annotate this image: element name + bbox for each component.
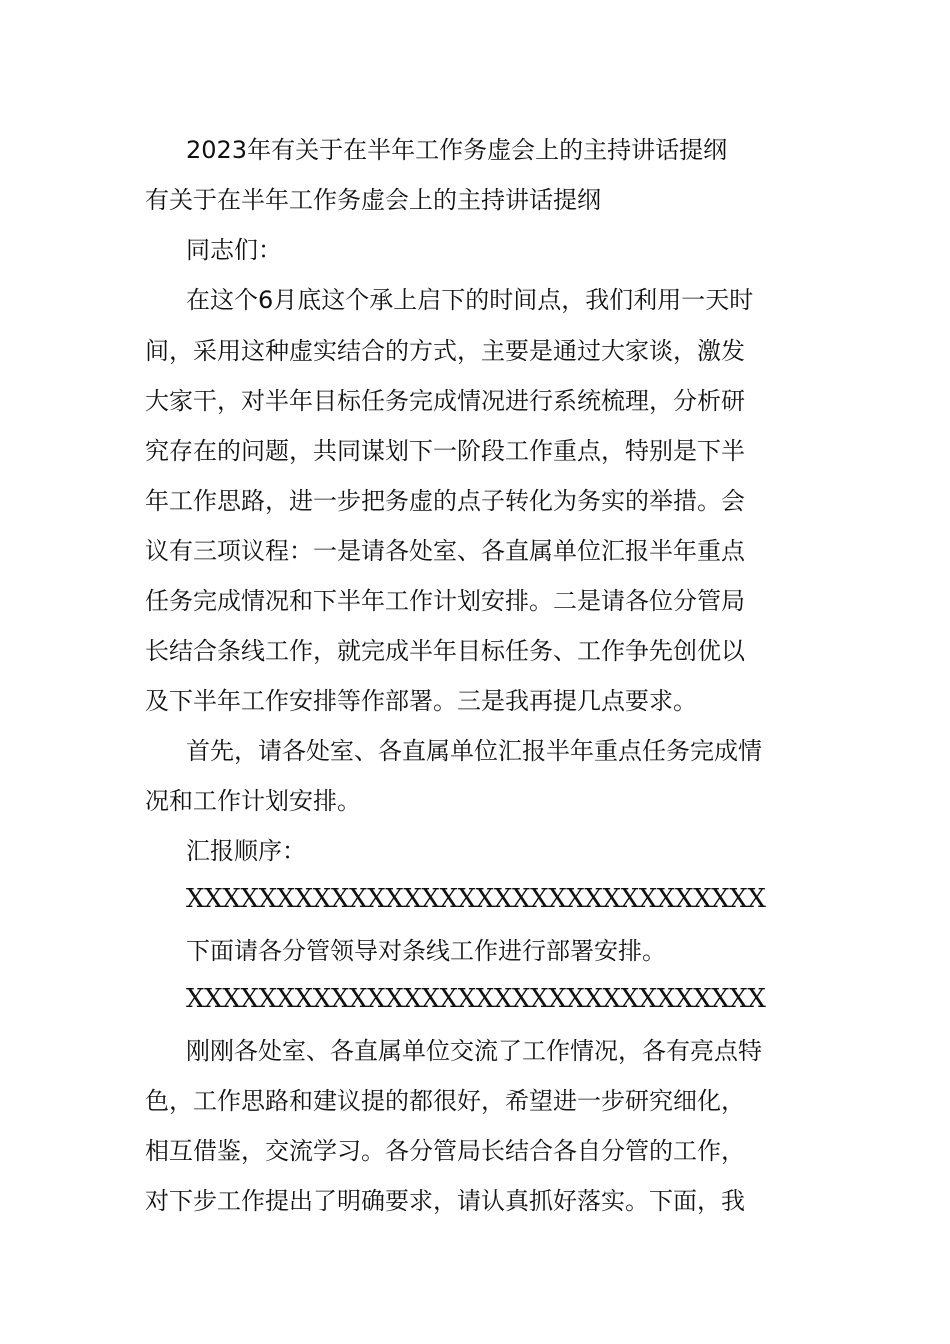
paragraph-line: 在这个6月底这个承上启下的时间点，我们利用一天时 — [186, 286, 754, 314]
paragraph-line: 刚刚各处室、各直属单位交流了工作情况，各有亮点特 — [186, 1037, 762, 1065]
paragraph-line: 长结合条线工作，就完成半年目标任务、工作争先创优以 — [145, 637, 745, 665]
paragraph-line: 究存在的问题，共同谋划下一阶段工作重点，特别是下半 — [145, 437, 745, 465]
document-title: 2023年有关于在半年工作务虚会上的主持讲话提纲 — [186, 136, 728, 164]
paragraph-line: 间，采用这种虚实结合的方式，主要是通过大家谈，激发 — [145, 337, 745, 365]
report-order-label: 汇报顺序： — [186, 837, 306, 865]
paragraph-line: 年工作思路，进一步把务虚的点子转化为务实的举措。会 — [145, 487, 745, 515]
placeholder-line: XXXXXXXXXXXXXXXXXXXXXXXXXXXXXXXX — [186, 884, 766, 914]
paragraph-line: 相互借鉴，交流学习。各分管局长结合各自分管的工作， — [145, 1137, 745, 1165]
paragraph-line: 对下步工作提出了明确要求，请认真抓好落实。下面，我 — [145, 1187, 745, 1215]
paragraph-line: 议有三项议程：一是请各处室、各直属单位汇报半年重点 — [145, 537, 745, 565]
paragraph-line: 况和工作计划安排。 — [145, 787, 361, 815]
paragraph-line: 大家干，对半年目标任务完成情况进行系统梳理，分析研 — [145, 387, 745, 415]
placeholder-line: XXXXXXXXXXXXXXXXXXXXXXXXXXXXXXXX — [186, 984, 766, 1014]
paragraph-line: 下面请各分管领导对条线工作进行部署安排。 — [186, 937, 666, 965]
document-subtitle: 有关于在半年工作务虚会上的主持讲话提纲 — [145, 186, 601, 214]
salutation: 同志们： — [186, 236, 282, 264]
paragraph-line: 任务完成情况和下半年工作计划安排。二是请各位分管局 — [145, 587, 745, 615]
paragraph-line: 首先，请各处室、各直属单位汇报半年重点任务完成情 — [186, 737, 762, 765]
paragraph-line: 及下半年工作安排等作部署。三是我再提几点要求。 — [145, 687, 697, 715]
paragraph-line: 色，工作思路和建议提的都很好，希望进一步研究细化， — [145, 1087, 745, 1115]
